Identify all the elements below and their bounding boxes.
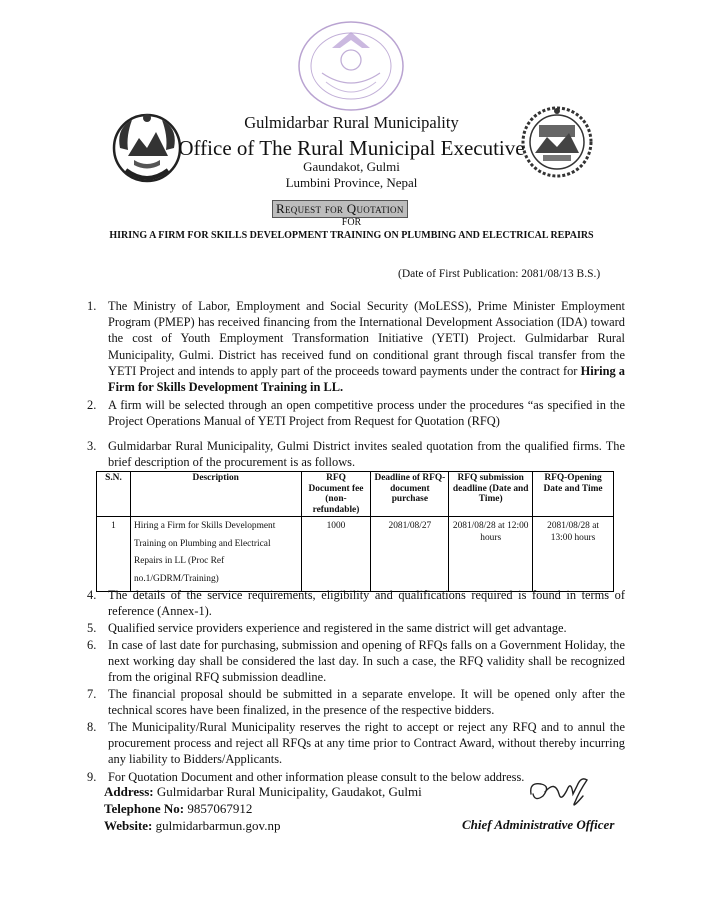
paragraph-number: 1. [87,299,97,313]
address-line-1: Gaundakot, Gulmi [303,159,400,174]
paragraph-1 [87,298,625,395]
paragraph-8 [87,719,625,768]
table-header: Deadline of RFQ-document purchase [371,472,449,517]
paragraph-text: In case of last date for purchasing, submission and opening of RFQs falls on a Government Holiday, the next working day shall be considered the last day. In such a case, the RFQ validity shall be recognized from the original RFQ submission deadline. [108,638,625,685]
table-header: RFQ-Opening Date and Time [533,472,614,517]
paragraph-text: Qualified service providers experience and registered in the same district will get advantage. [108,621,567,635]
paragraph-6 [87,637,625,686]
notice-title: Request for Quotation [272,200,408,218]
address-label: Address: [104,784,154,799]
paragraph-5 [87,620,625,636]
footer-website [104,818,280,834]
paragraph-number: 3. [87,439,97,453]
website-label: Website: [104,818,153,833]
signatory-title: Chief Administrative Officer [462,817,615,832]
telephone-value: 9857067912 [187,801,253,816]
paragraph-number: 7. [87,687,97,701]
table-cell: 1000 [301,517,371,592]
signature-icon [525,772,595,812]
procurement-table [96,471,614,592]
paragraph-3 [87,438,625,470]
paragraph-number: 2. [87,398,97,412]
paragraph-number: 8. [87,720,97,734]
paragraph-text: The details of the service requirements, eligibility and qualifications required is found in terms of reference (Annex-1). [108,588,625,619]
footer-telephone [104,801,252,817]
notice-subject: HIRING A FIRM FOR SKILLS DEVELOPMENT TRAINING ON PLUMBING AND ELECTRICAL REPAIRS [109,230,594,241]
paragraph-bold-text: Hiring a Firm for Skills Development Training in LL. [108,363,625,395]
paragraph-7 [87,686,625,718]
paragraph-4 [87,587,625,619]
telephone-label: Telephone No: [104,801,185,816]
table-cell: Hiring a Firm for Skills Development Training on Plumbing and Electrical Repairs in LL (Proc Ref no.1/GDRM/Training) [130,517,301,592]
table-row [97,517,614,592]
footer-address [104,784,422,800]
table-header: Description [130,472,301,517]
address-value: Gulmidarbar Rural Municipality, Gaudakot, Gulmi [156,784,422,799]
website-value: gulmidarbarmun.gov.np [155,818,281,833]
table-header: RFQ submission deadline (Date and Time) [449,472,533,517]
office-title: Office of The Rural Municipal Executive [178,136,525,160]
paragraph-number: 6. [87,638,97,652]
paragraph-text: The Municipality/Rural Municipality reserves the right to accept or reject any RFQ and to annul the procurement process and reject all RFQs at any time prior to Contract Award, without thereby incurring any liability to Bidders/Applicants. [108,720,625,767]
paragraph-text: Gulmidarbar Rural Municipality, Gulmi District invites sealed quotation from the qualified firms. The brief description of the procurement is as follows. [108,439,625,470]
official-stamp [292,18,410,114]
table-cell: 2081/08/27 [371,517,449,592]
paragraph-text: A firm will be selected through an open competitive process under the procedures “as specified in the Project Operations Manual of YETI Project from Request for Quotation (RFQ) [108,398,625,429]
municipality-name: Gulmidarbar Rural Municipality [244,113,459,132]
paragraph-number: 4. [87,588,97,602]
table-cell: 1 [97,517,131,592]
table-cell: 2081/08/28 at 13:00 hours [533,517,614,592]
paragraph-text: For Quotation Document and other information please consult to the below address. [108,770,525,784]
table-header: S.N. [97,472,131,517]
table-header: RFQ Document fee (non-refundable) [301,472,371,517]
paragraph-text: The financial proposal should be submitted in a separate envelope. It will be opened only after the technical scores have been finalized, in the presence of the respective bidders. [108,687,625,718]
paragraph-number: 5. [87,621,97,635]
paragraph-text: The Ministry of Labor, Employment and Social Security (MoLESS), Prime Minister Employment Program (PMEP) has received financing from the International Development Association (IDA) toward the cost of Youth Employment Transformation Initiative (YETI) Project. Gulmidarbar Rural Municipality, Gulmi. District has received fund on conditional grant through fiscal transfer from the YETI Project and intends to apply part of the proceeds toward payments under the contract for [108,299,625,378]
publication-date: (Date of First Publication: 2081/08/13 B.S.) [398,268,601,280]
table-header-row [97,472,614,517]
for-label: FOR [341,217,362,228]
paragraph-2 [87,397,625,429]
paragraph-number: 9. [87,770,97,784]
table-cell: 2081/08/28 at 12:00 hours [449,517,533,592]
address-line-2: Lumbini Province, Nepal [285,175,418,190]
